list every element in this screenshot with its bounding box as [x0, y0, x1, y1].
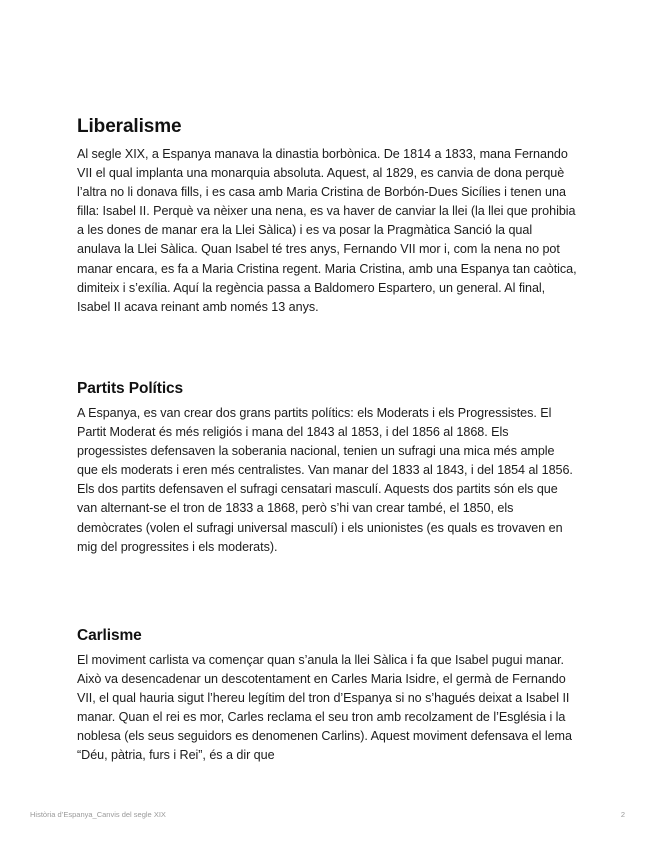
section-paragraph: A Espanya, es van crear dos grans partits polítics: els Moderats i els Progressistes. El Partit Moderat és més religiós i mana del 1843 al 1853, i del 1856 al 1868. Els progessistes defensaven la soberania nacional, tenien un sufragi una mica més ample que els moderats i eren més centralistes. Van manar del 1833 al 1843, i del 1854 al 1856. Els dos partits defensaven el sufragi censatari masculí. Aquests dos partits són els que van alternant-se el tron de 1833 a 1868, però s’hi van crear també, el 1850, els demòcrates (volen el sufragi universal masculí) i els unionistes (es quals es trovaven en mig del progressites i els moderats).	[77, 406, 573, 554]
section-heading: Liberalisme	[77, 116, 182, 137]
section-liberalisme	[77, 115, 577, 317]
section-partits-politics	[77, 378, 577, 557]
section-carlisme	[77, 625, 577, 766]
footer-document-title: Història d’Espanya_Canvis del segle XIX	[30, 810, 166, 819]
section-heading: Carlisme	[77, 627, 142, 644]
section-paragraph: El moviment carlista va començar quan s’anula la llei Sàlica i fa que Isabel pugui manar. Això va desencadenar un descotentament en Carles Maria Isidre, el germà de Fernando VII, el qual hauria sigut l’hereu legítim del tron d’Espanya si no s’hagués deixat a Isabel II manar. Quan el rei es mor, Carles reclama el seu tron amb recolzament de l’Església i la noblesa (els seus seguidors es denomenen Carlins). Aquest moviment defensava el lema “Déu, pàtria, furs i Rei”, és a dir que	[77, 653, 572, 763]
footer-page-number: 2	[620, 810, 625, 819]
section-heading: Partits Polítics	[77, 380, 184, 397]
section-paragraph: Al segle XIX, a Espanya manava la dinastia borbònica. De 1814 a 1833, mana Fernando VII el qual implanta una monarquia absoluta. Aquest, al 1829, es canvia de dona perquè l’altra no li donava fills, i es casa amb Maria Cristina de Borbón-Dues Sicílies i tenen una filla: Isabel II. Perquè va nèixer una nena, es va haver de canviar la llei (la llei que prohibia a les dones de manar era la Llei Sàlica) i es va posar la Pragmàtica Sanció la qual anulava la Llei Sàlica. Quan Isabel té tres anys, Fernando VII mor i, com la nena no pot manar encara, es fa a Maria Cristina regent. Maria Cristina, amb una Espanya tan caòtica, dimiteix i s’exília. Aquí la regència passa a Baldomero Espartero, un general. Al final, Isabel II acava reinant amb només 13 anys.	[77, 147, 577, 314]
